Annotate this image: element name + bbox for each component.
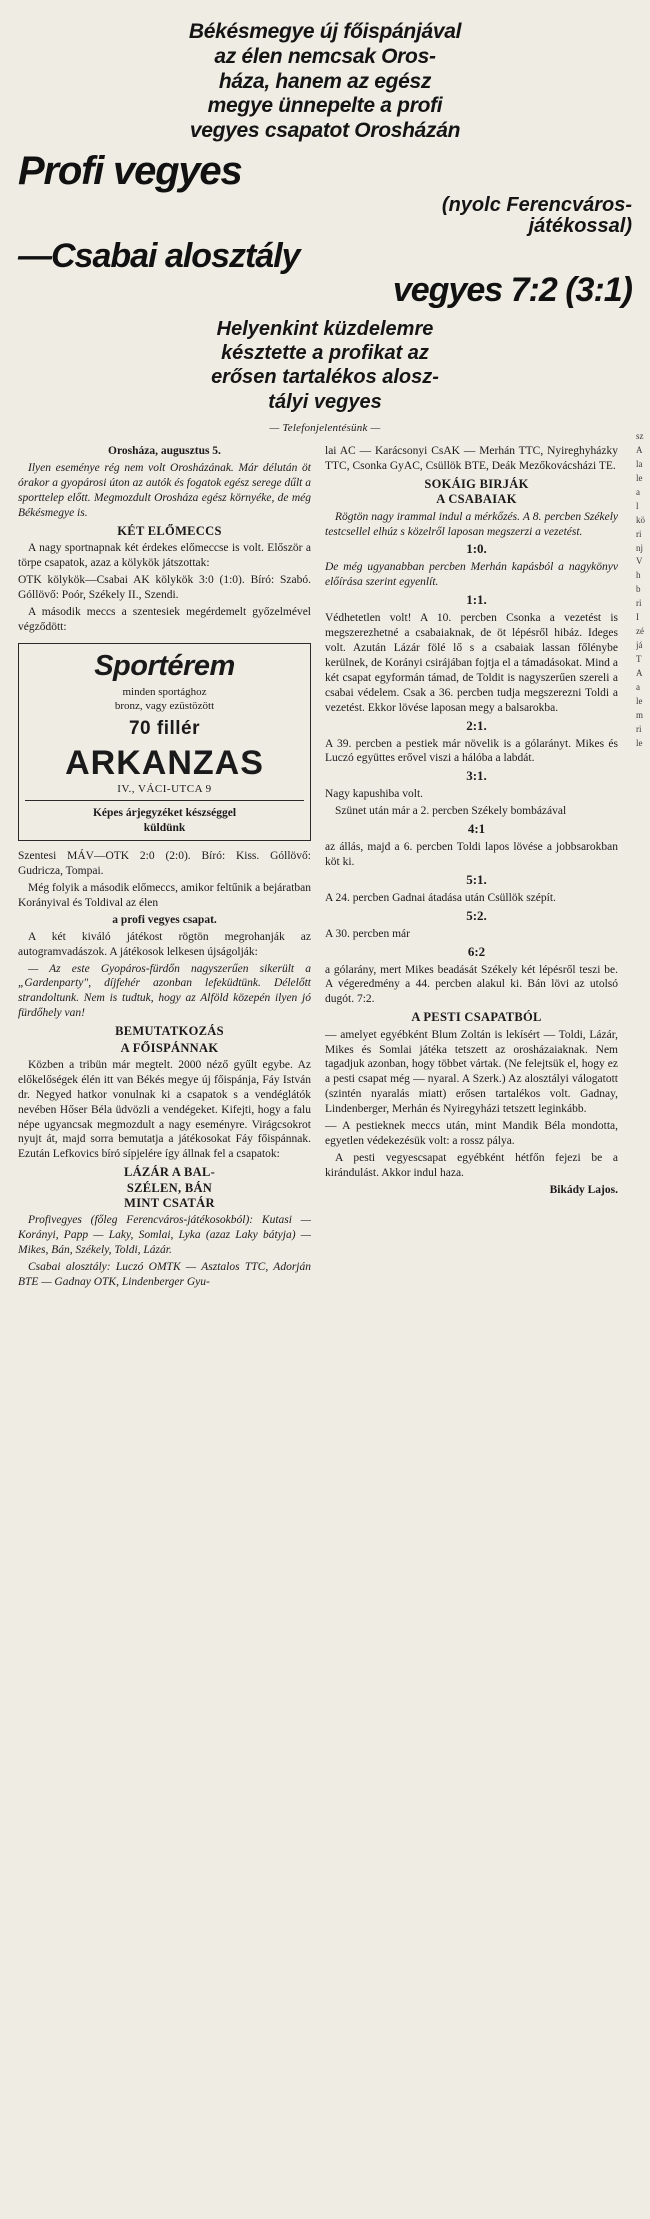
kicker-line-4: megye ünnepelte a profi: [207, 94, 443, 118]
paragraph: De még ugyanabban percben Merhán kapásból a nagykönyv előírása szerint egyenlít.: [325, 561, 618, 589]
headline-deck: [18, 317, 632, 415]
deck-line-3: erősen tartalékos alosz-: [211, 366, 439, 389]
kicker-line-2: az élen nemcsak Oros-: [214, 44, 436, 68]
paren-line-1: (nyolc Ferencváros-: [441, 193, 632, 216]
edge-line: A: [636, 667, 643, 678]
paragraph: — amelyet egyébként Blum Zoltán is lekísért — Toldi, Lázár, Mikes és Somlai játéka tetszett az orosházaiaknak. Nem tagadjuk azonban, hogy többet vártak. (Ne felejtsük el, hogy ez a pesti csapat még — nyaral. A Szerk.) Az alosztályi válogatott (szintén nyaralás miatt) erősen tartalékos volt. Gadnay, Lindenberger, Merhán és Nyiregyházi tetszett leginkább.: [325, 1028, 618, 1116]
paragraph: Még folyik a második előmeccs, amikor feltűnik a bejáratban Korányival és Toldival az élen: [18, 881, 311, 909]
paragraph: A 30. percben már: [325, 927, 410, 940]
paragraph-lineup-csaba: Csabai alosztály: Luczó OMTK — Asztalos TTC, Adorján BTE — Gadnay OTK, Lindenberger Gyu-: [18, 1260, 311, 1288]
ad-footer-line-1: Képes árjegyzéket készséggel: [92, 807, 237, 820]
ad-footer-line-2: küldünk: [143, 821, 186, 834]
section-head-lazar-1: LÁZÁR A BAL-: [123, 1165, 216, 1180]
paragraph: A nagy sportnapnak két érdekes előmeccse is volt. Először a törpe csapatok, azaz a kölykök játszottak:: [18, 542, 311, 570]
edge-line: la: [636, 458, 643, 469]
edge-line: I: [636, 612, 639, 623]
kicker-line-1: Békésmegye új főispánjával: [188, 20, 462, 43]
edge-line: a: [636, 681, 640, 692]
main-headline-line-1: Profi vegyes: [18, 148, 242, 193]
dateline: Orosháza, augusztus 5.: [108, 445, 221, 458]
edge-line: le: [636, 737, 643, 748]
paragraph: az állás, majd a 6. percben Toldi lapos lövése a jobbsarokban köt ki.: [325, 841, 618, 869]
paragraph-lineup-pro: Profivegyes (főleg Ferencváros-játékosokból): Kutasi — Korányi, Papp — Laky, Somlai, Lyka (azaz Laky bátyja) — Mikes, Bán, Székely, Toldi, Lázár.: [18, 1214, 311, 1256]
paragraph: Szünet után már a 2. percben Székely bombázával: [335, 805, 567, 818]
section-head-pesti-csapatbol: A PESTI CSAPATBÓL: [411, 1010, 542, 1025]
paragraph: a gólarány, mert Mikes beadását Székely két lépésről teszi be. A végeredmény a 44. percben alakul ki. Bán lövi az utolsó dugót. 7:2.: [325, 963, 618, 1006]
section-head-bemutatkozas-1: BEMUTATKOZÁS: [115, 1024, 224, 1039]
paragraph: Közben a tribün már megtelt. 2000 néző gyűlt egybe. Az előkelőségek élén itt van Békés megye új főispánja, Fáy István dr. Negyed hatkor vonulnak ki a csapatok s a vendéglátók nevében Hőser Béla üdvözli a vendégeket. Kifejti, hogy a falu népe ugyancsak megmozdult a nagy eseményre. Virágcsokrot nyujt át, majd sorra bemutatja a játékosokat Fáy főispánnak. Ezután Lefkovics bíró sípjelére így állnak fel a csapatok:: [18, 1058, 311, 1161]
paragraph: Nagy kapushiba volt.: [325, 788, 424, 801]
edge-line: zé: [636, 626, 644, 637]
section-head-sokaig-1: SOKÁIG BIRJÁK: [424, 477, 529, 492]
section-head-lazar-2: SZÉLEN, BÁN: [126, 1180, 213, 1195]
article-signature: Bikády Lajos.: [549, 1183, 618, 1196]
paragraph: lai AC — Karácsonyi CsAK — Merhán TTC, Nyireghyházky TTC, Csonka GyAC, Csüllök BTE, Deák Mezőkovácsházi TE.: [325, 445, 618, 473]
paragraph: Rögtön nagy irammal indul a mérkőzés. A 8. percben Székely testcsellel elhúz s közelről laposan megszerzi a vezetést.: [325, 510, 618, 538]
edge-line: h: [636, 570, 641, 581]
edge-line: kö: [636, 514, 645, 525]
edge-line: ri: [636, 598, 642, 609]
edge-line: l: [636, 500, 639, 511]
edge-line: A: [636, 444, 643, 455]
paragraph: A 39. percben a pestiek már növelik is a gólarányt. Mikes és Luczó együttes erővel viszi a hálóba a labdát.: [325, 737, 618, 765]
headline-score: [18, 236, 632, 309]
headline-kicker: [18, 20, 632, 144]
paragraph: A két kiváló játékost rögtön megrohanják az autogramvadászok. A játékosok lelkesen újságolják:: [18, 930, 311, 958]
headline-parenthetical: [18, 195, 632, 237]
section-head-ket-elomeccs: KÉT ELŐMECCS: [117, 523, 222, 538]
score-marker: 5:1.: [466, 871, 487, 887]
ad-brand: ARKANZAS: [65, 743, 264, 782]
score-marker: 1:1.: [466, 592, 487, 608]
edge-line: sz: [636, 431, 644, 441]
paragraph: a profi vegyes csapat.: [112, 913, 217, 926]
paragraph: A pesti vegyescsapat egyébként hétfőn fejezi be a kirándulást. Akkor indul haza.: [325, 1152, 618, 1179]
paragraph: Védhetetlen volt! A 10. percben Csonka a vezetést is megszerezhetné a csabaiaknak, de öt lépésről hibáz. Ideges volt. Azután Lázár fölé lő s a csabaiak lassan főlénybe kerülnek, de Korányi csirájában fojtja el a támadásokat. Mind a két csapat egyformán támad, de Toldit is nagyszerűen szereli a csabai védelem. Csak a 36. percben tudja megszerezni Toldi a vezetést. Ekkor lövése laposan megy a balsarokba.: [325, 612, 618, 714]
column-left: [18, 444, 311, 1292]
paragraph: OTK kölykök—Csabai AK kölykök 3:0 (1:0). Bíró: Szabó. Góllövő: Poór, Székely II., Szendi.: [18, 574, 311, 601]
ad-address: IV., VÁCI-UTCA 9: [25, 782, 304, 801]
score-marker: 5:2.: [466, 907, 487, 923]
section-head-lazar-3: MINT CSATÁR: [124, 1195, 215, 1210]
kicker-line-5: vegyes csapatot Orosházán: [189, 119, 461, 143]
edge-line: b: [636, 584, 641, 595]
paragraph: — A pestieknek meccs után, mint Mandik Béla mondotta, egyetlen védekezésük volt: a rossz pálya.: [325, 1120, 618, 1148]
score-marker: 3:1.: [466, 768, 487, 784]
ad-line-2: bronz, vagy ezüstözött: [114, 699, 215, 712]
deck-line-2: késztette a profikat az: [221, 342, 429, 365]
paragraph: Ilyen eseménye rég nem volt Orosházának. Már délután öt órakor a gyopárosi úton az autók és fogatok egész serege dűlt a sporttelep előtt. Megmozdult Orosháza egész környéke, de még Békésmegye is.: [18, 462, 311, 519]
column-right: [325, 444, 618, 1200]
score-line-2: vegyes 7:2 (3:1): [392, 270, 632, 309]
article-columns: [18, 444, 632, 1292]
deck-line-4: tályi vegyes: [268, 390, 382, 413]
headline-main: [18, 148, 632, 193]
edge-line: ri: [636, 723, 642, 734]
edge-line: já: [636, 640, 643, 651]
edge-line: m: [636, 709, 644, 720]
score-marker: 1:0.: [466, 541, 487, 557]
score-marker: 6:2: [467, 943, 486, 959]
paragraph: A második meccs a szentesiek megérdemelt győzelmével végződött:: [18, 605, 311, 633]
score-marker: 2:1.: [466, 717, 487, 733]
edge-line: V: [636, 556, 643, 567]
section-head-bemutatkozas-2: A FŐISPÁNNAK: [120, 1040, 219, 1055]
edge-line: nj: [636, 542, 644, 553]
edge-line: le: [636, 472, 643, 483]
paragraph: A 24. percben Gadnai átadása után Csüllök szépít.: [325, 891, 556, 904]
edge-line: le: [636, 695, 643, 706]
paren-line-2: játékossal): [528, 214, 632, 237]
deck-line-1: Helyenkint küzdelemre: [216, 317, 434, 340]
paragraph: — Az este Gyopáros-fürdőn nagyszerűen sikerült a „Gardenparty", díjfehér azonban lefeküdtünk. Délelőtt strandoltunk. Nem is tudtuk, hogy az Alföld közepén ilyen jó fürdőhely van!: [18, 962, 311, 1020]
ad-title: Sportérem: [94, 649, 235, 682]
ad-price: 70 fillér: [128, 718, 201, 740]
section-head-sokaig-2: A CSABAIAK: [436, 492, 517, 507]
advertisement[interactable]: [18, 643, 311, 841]
kicker-line-3: háza, hanem az egész: [218, 69, 432, 93]
edge-line: ri: [636, 528, 642, 539]
byline: — Telefonjelentésünk —: [269, 422, 381, 435]
edge-line: T: [636, 654, 642, 664]
ad-line-1: minden sportághoz: [122, 685, 207, 698]
score-marker: 4:1: [467, 821, 486, 837]
score-line-1: —Csabai alosztály: [18, 236, 300, 275]
paragraph: Szentesi MÁV—OTK 2:0 (2:0). Bíró: Kiss. Góllövő: Gudricza, Tompai.: [18, 849, 311, 877]
edge-line: a: [636, 486, 640, 497]
